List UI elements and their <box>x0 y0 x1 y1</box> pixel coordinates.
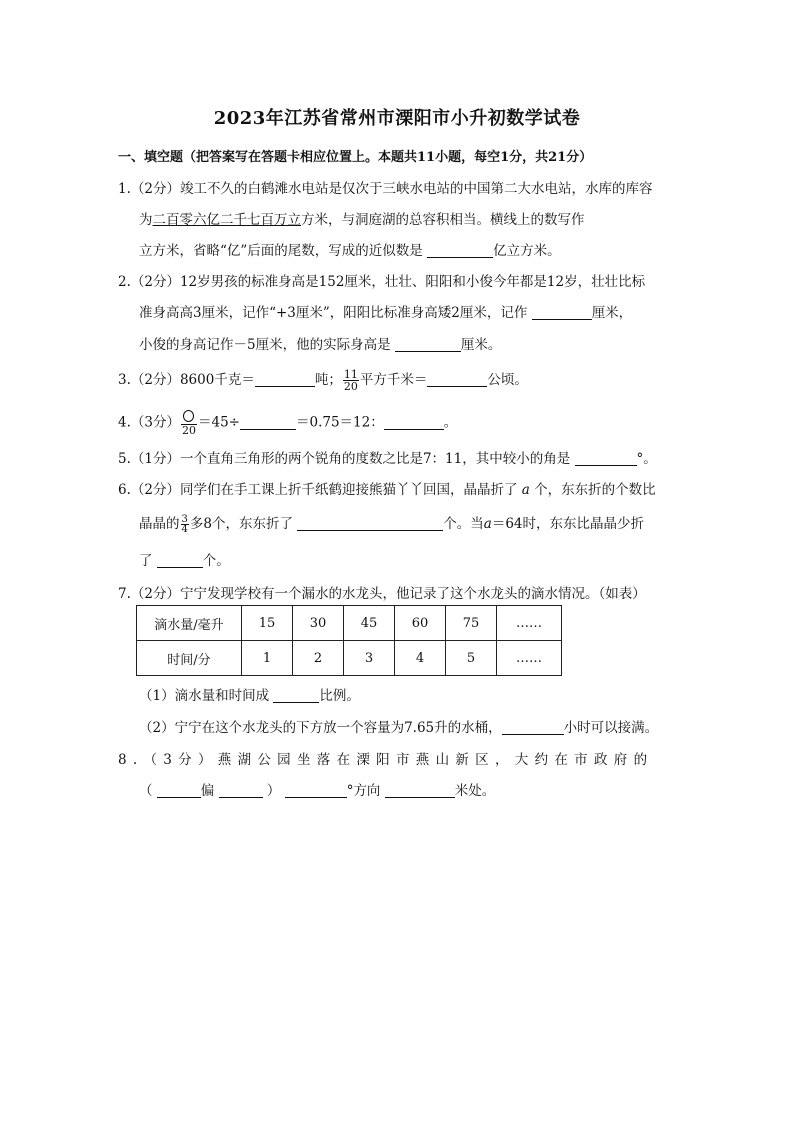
q2-line2-post: 厘米， <box>591 305 633 321</box>
q2-line2 <box>139 301 632 321</box>
table-cell: 30 <box>293 606 344 641</box>
table-cell: 2 <box>293 641 344 676</box>
q6-line2-pre: 晶晶的 <box>139 516 180 532</box>
q1-answer-blank[interactable] <box>427 243 493 258</box>
q2-line3-post: 厘米。 <box>460 337 502 353</box>
q1-line1: 1.（2分）竣工不久的白鹤滩水电站是仅次于三峡水电站的中国第二大水电站，水库的库容 <box>118 181 653 197</box>
q6-line3-post: 个。 <box>202 553 230 569</box>
q8-paren-close: ） <box>266 783 281 799</box>
q1-line3-post: 亿立方米。 <box>493 243 561 259</box>
q6-line1-post: 个，东东折的个数比 <box>534 482 656 498</box>
q7-sub1 <box>139 684 360 704</box>
q2-answer-blank-2[interactable] <box>395 337 461 352</box>
q4-answer-blank-2[interactable] <box>384 415 444 430</box>
q5-post: °。 <box>636 451 657 467</box>
section-heading: 一、填空题（把答案写在答题卡相应位置上。本题共11小题，每空1分，共21分） <box>118 150 593 165</box>
q7-sub1-pre: （1）滴水量和时间成 <box>139 688 270 704</box>
q1-line3-pre: 立方米，省略“亿”后面的尾数，写成的近似数是 <box>139 243 423 259</box>
q8-answer-blank-3[interactable] <box>285 783 347 798</box>
q6-answer-blank-2[interactable] <box>157 553 203 568</box>
page-title: 2023年江苏省常州市溧阳市小升初数学试卷 <box>213 108 581 129</box>
q3-mid2: 平方千米＝ <box>359 372 428 388</box>
q8-paren-open: （ <box>139 783 153 799</box>
q2-line1: 2.（2分）12岁男孩的标准身高是152厘米，壮壮、阳阳和小俊今年都是12岁，壮壮比标 <box>118 274 646 290</box>
table-cell: 滴水量/毫升 <box>137 606 242 641</box>
q7-sub2-pre: （2）宁宁在这个水龙头的下方放一个容量为7.65升的水桶， <box>139 720 502 736</box>
circle-blank-icon <box>183 410 194 422</box>
q4-fraction-numerator[interactable] <box>181 410 197 425</box>
table-cell: 时间/分 <box>137 641 242 676</box>
q6-line2-mid2: 个。当 <box>443 516 484 532</box>
q2-line2-pre: 准身高高3厘米，记作“+3厘米”，阳阳比标准身高矮2厘米，记作 <box>139 305 528 321</box>
table-cell: 15 <box>242 606 293 641</box>
q6-line3-pre: 了 <box>139 553 153 569</box>
q2-line3-pre: 小俊的身高记作－5厘米，他的实际身高是 <box>139 337 391 353</box>
q6-line2-post: ＝64时，东东比晶晶少折 <box>491 516 645 532</box>
q6-variable-a-2: a <box>483 516 492 532</box>
q3-pre: 3.（2分）8600千克＝ <box>118 372 255 388</box>
q6-answer-blank-1[interactable] <box>297 516 443 531</box>
q5-line <box>118 447 657 467</box>
table-row <box>137 606 562 641</box>
q8-line2-post: 米处。 <box>454 783 496 799</box>
q7-sub2 <box>139 716 658 736</box>
q3-fraction <box>343 369 359 392</box>
q4-fraction <box>181 410 197 436</box>
q2-line3 <box>139 333 501 353</box>
q4-pre: 4.（3分） <box>118 414 180 431</box>
table-cell: …… <box>497 606 562 641</box>
q7-sub1-post: 比例。 <box>319 688 360 704</box>
q7-answer-blank-1[interactable] <box>273 688 319 703</box>
table-cell: 4 <box>395 641 446 676</box>
q4-fraction-denominator: 20 <box>181 424 196 437</box>
drip-data-table <box>136 605 562 676</box>
q4-answer-blank-1[interactable] <box>240 415 296 430</box>
q8-answer-blank-1[interactable] <box>157 783 201 798</box>
table-cell: 75 <box>446 606 497 641</box>
q4-mid2: ＝0.75＝12： <box>295 414 384 431</box>
q3-answer-blank-1[interactable] <box>255 372 315 387</box>
q7-sub2-post: 小时可以接满。 <box>563 720 659 736</box>
q1-line3 <box>139 239 561 259</box>
q3-mid: 吨； <box>314 372 342 388</box>
table-row <box>137 641 562 676</box>
table-cell: 3 <box>344 641 395 676</box>
q6-line1 <box>118 478 656 498</box>
q8-line2 <box>139 779 495 799</box>
q3-answer-blank-2[interactable] <box>427 372 487 387</box>
q6-fraction-denominator: 4 <box>181 524 188 535</box>
q4-line <box>118 410 457 436</box>
q6-line1-text: 6.（2分）同学们在手工课上折千纸鹤迎接熊猫丫丫回国，晶晶折了 <box>118 482 518 498</box>
table-cell: 60 <box>395 606 446 641</box>
table-cell: 5 <box>446 641 497 676</box>
q8-answer-blank-4[interactable] <box>385 783 455 798</box>
q8-answer-blank-2[interactable] <box>219 783 263 798</box>
q8-degree-direction: °方向 <box>346 783 381 799</box>
table-cell: 45 <box>344 606 395 641</box>
q2-answer-blank-1[interactable] <box>532 305 592 320</box>
table-cell: 1 <box>242 641 293 676</box>
q4-mid: ＝45÷ <box>197 414 240 431</box>
q6-fraction <box>181 515 189 534</box>
q3-post: 公顷。 <box>487 372 528 388</box>
q5-answer-blank[interactable] <box>575 451 637 466</box>
q6-line2 <box>139 512 644 534</box>
q1-line2-post: 方米，与洞庭湖的总容积相当。横线上的数写作 <box>301 212 585 228</box>
q3-line <box>118 368 528 392</box>
q7-line1: 7.（2分）宁宁发现学校有一个漏水的水龙头，他记录了这个水龙头的滴水情况。（如表） <box>118 586 646 602</box>
q4-post: 。 <box>443 414 458 431</box>
q7-answer-blank-2[interactable] <box>502 720 564 735</box>
q6-fraction-numerator: 3 <box>181 514 188 525</box>
q1-line2 <box>139 208 585 228</box>
q6-line3 <box>139 549 230 569</box>
q3-fraction-denominator: 20 <box>343 380 358 393</box>
q8-line1: 8.（3分）燕湖公园坐落在溧阳市燕山新区，大约在市政府的 <box>118 752 654 768</box>
q1-line2-pre: 为 <box>139 212 153 228</box>
q6-variable-a: a <box>521 482 530 498</box>
q6-line2-mid: 多8个，东东折了 <box>189 516 293 532</box>
q3-fraction-numerator: 11 <box>343 368 358 381</box>
q8-direction-word: 偏 <box>200 783 215 799</box>
table-cell: …… <box>497 641 562 676</box>
q1-underlined-number: 二百零六亿二千七百万立 <box>152 212 301 228</box>
q5-pre: 5.（1分）一个直角三角形的两个锐角的度数之比是7：11，其中较小的角是 <box>118 451 571 467</box>
